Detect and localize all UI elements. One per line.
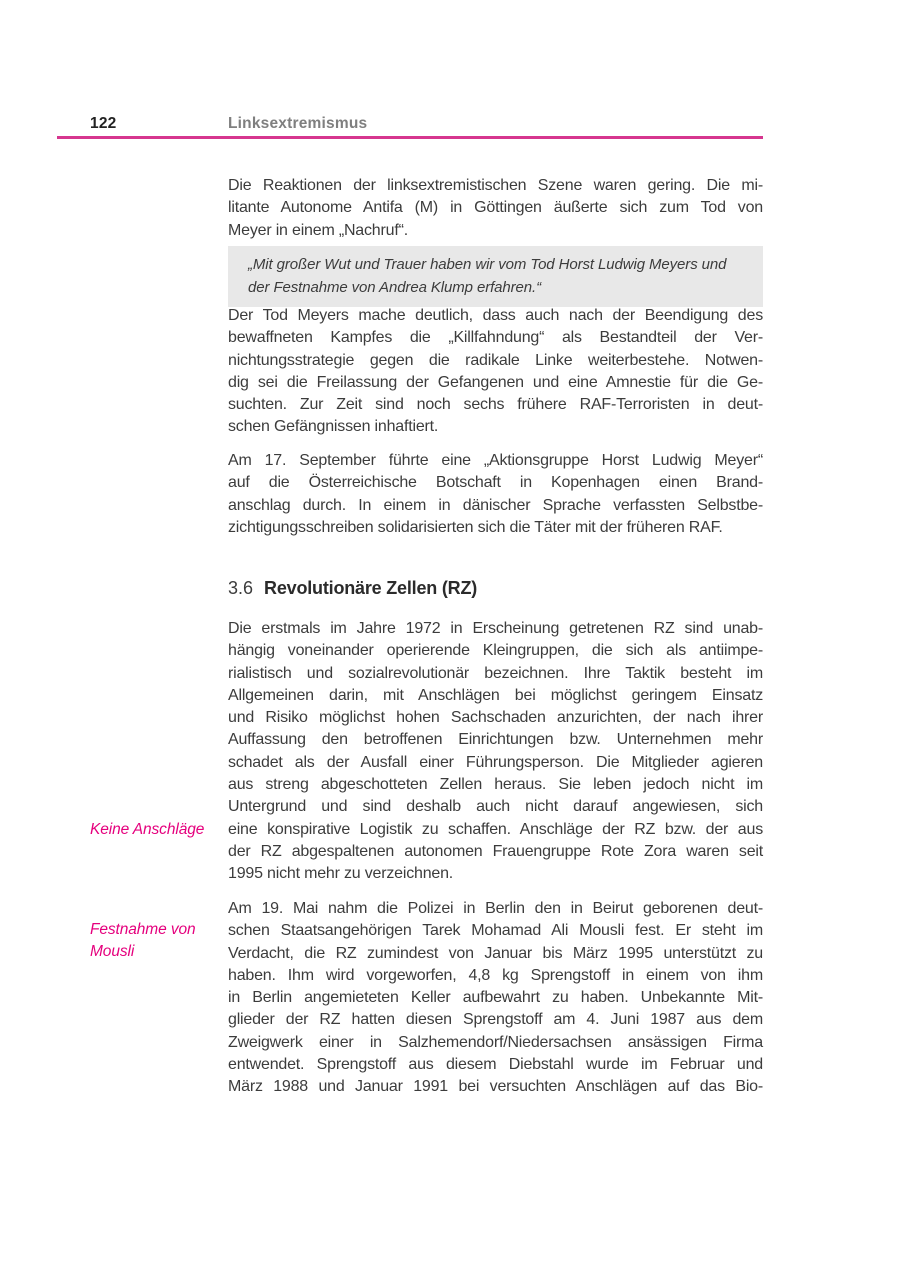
quote-block-nachruf-line: „Mit großer Wut und Trauer haben wir vom Tod Horst Ludwig Meyers und	[248, 256, 727, 273]
margin-note-festnahme-mousli-line: Festnahme von	[90, 921, 196, 938]
paragraph-mousli-arrest	[228, 898, 763, 1099]
header-rule	[57, 136, 763, 139]
margin-note-keine-anschlaege-line: Keine Anschläge	[90, 821, 205, 838]
paragraph-killfahndung-line: bewaffneten Kampfes die „Killfahndung“ als Bestandteil der Ver-	[228, 329, 763, 347]
margin-note-keine-anschlaege	[90, 819, 225, 841]
paragraph-mousli-arrest-line: entwendet. Sprengstoff aus diesem Diebstahl wurde im Februar und	[228, 1056, 763, 1074]
paragraph-kopenhagen-line: auf die Österreichische Botschaft in Kopenhagen einen Brand-	[228, 474, 763, 492]
quote-block-nachruf-line: der Festnahme von Andrea Klump erfahren.“	[248, 279, 541, 296]
chapter-running-title: Linksextremismus	[228, 115, 368, 132]
paragraph-rz-overview-line: 1995 nicht mehr zu verzeichnen.	[228, 865, 454, 883]
paragraph-reactions-line: Die Reaktionen der linksextremistischen Szene waren gering. Die mi-	[228, 177, 763, 194]
paragraph-rz-overview-line: eine konspirative Logistik zu schaffen. Anschläge der RZ bzw. der aus	[228, 820, 763, 838]
page-number: 122	[90, 115, 117, 132]
paragraph-rz-overview-line: Auffassung den betroffenen Einrichtungen bzw. Unternehmen mehr	[228, 731, 763, 749]
paragraph-rz-overview-line: Untergrund und sind deshalb auch nicht darauf angewiesen, sich	[228, 798, 763, 816]
section-title: Revolutionäre Zellen (RZ)	[264, 578, 478, 598]
paragraph-reactions-line: Meyer in einem „Nachruf“.	[228, 221, 408, 239]
margin-note-festnahme-mousli-line: Mousli	[90, 943, 135, 960]
paragraph-kopenhagen-line: zichtigungsschreiben solidarisierten sich die Täter mit der früheren RAF.	[228, 518, 723, 536]
paragraph-killfahndung	[228, 305, 763, 439]
paragraph-killfahndung-line: Der Tod Meyers mache deutlich, dass auch nach der Beendigung des	[228, 307, 763, 324]
paragraph-rz-overview-line: rialistisch und sozialrevolutionär bezeichnen. Ihre Taktik besteht im	[228, 664, 763, 682]
paragraph-rz-overview-line: schadet als der Ausfall einer Führungsperson. Die Mitglieder agieren	[228, 753, 763, 771]
paragraph-reactions-line: litante Autonome Antifa (M) in Göttingen äußerte sich zum Tod von	[228, 199, 763, 217]
paragraph-mousli-arrest-line: schen Staatsangehörigen Tarek Mohamad Ali Mousli fest. Er steht im	[228, 922, 763, 940]
section-heading-rz	[228, 578, 477, 599]
paragraph-reactions	[228, 175, 763, 242]
margin-note-festnahme-mousli	[90, 919, 225, 963]
quote-block-nachruf	[228, 246, 763, 307]
paragraph-rz-overview-line: und Risiko möglichst hohen Sachschaden anzurichten, der nach ihrer	[228, 709, 763, 727]
paragraph-rz-overview-line: Die erstmals im Jahre 1972 in Erscheinung getretenen RZ sind unab-	[228, 620, 763, 637]
paragraph-kopenhagen-line: Am 17. September führte eine „Aktionsgruppe Horst Ludwig Meyer“	[228, 452, 763, 469]
paragraph-mousli-arrest-line: Zweigwerk einer in Salzhemendorf/Niedersachsen ansässigen Firma	[228, 1033, 763, 1051]
paragraph-killfahndung-line: nichtungsstrategie gegen die radikale Linke weiterbestehe. Notwen-	[228, 351, 763, 369]
paragraph-killfahndung-line: schen Gefängnissen inhaftiert.	[228, 418, 439, 436]
paragraph-rz-overview-line: Allgemeinen darin, mit Anschlägen bei möglichst geringem Einsatz	[228, 686, 763, 704]
paragraph-killfahndung-line: suchten. Zur Zeit sind noch sechs frühere RAF-Terroristen in deut-	[228, 396, 763, 414]
paragraph-rz-overview-line: der RZ abgespaltenen autonomen Frauengruppe Rote Zora waren seit	[228, 842, 763, 860]
paragraph-mousli-arrest-line: Am 19. Mai nahm die Polizei in Berlin den in Beirut geborenen deut-	[228, 900, 763, 917]
paragraph-kopenhagen	[228, 450, 763, 539]
paragraph-killfahndung-line: dig sei die Freilassung der Gefangenen und eine Amnestie für die Ge-	[228, 373, 763, 391]
paragraph-mousli-arrest-line: haben. Ihm wird vorgeworfen, 4,8 kg Sprengstoff in einem von ihm	[228, 966, 763, 984]
paragraph-rz-overview-line: hängig voneinander operierende Kleingruppen, die sich als antiimpe-	[228, 642, 763, 660]
paragraph-mousli-arrest-line: März 1988 und Januar 1991 bei versuchten Anschlägen auf das Bio-	[228, 1078, 763, 1096]
paragraph-rz-overview	[228, 618, 763, 886]
paragraph-kopenhagen-line: anschlag durch. In einem in dänischer Sprache verfassten Selbstbe-	[228, 496, 763, 514]
paragraph-mousli-arrest-line: glieder der RZ hatten diesen Sprengstoff am 4. Juni 1987 aus dem	[228, 1011, 763, 1029]
paragraph-mousli-arrest-line: Verdacht, die RZ zumindest von Januar bis März 1995 unterstützt zu	[228, 944, 763, 962]
paragraph-mousli-arrest-line: in Berlin angemieteten Keller aufbewahrt zu haben. Unbekannte Mit-	[228, 989, 763, 1007]
paragraph-rz-overview-line: aus streng abgeschotteten Zellen heraus. Sie leben jedoch nicht im	[228, 776, 763, 794]
section-number: 3.6	[228, 578, 254, 598]
